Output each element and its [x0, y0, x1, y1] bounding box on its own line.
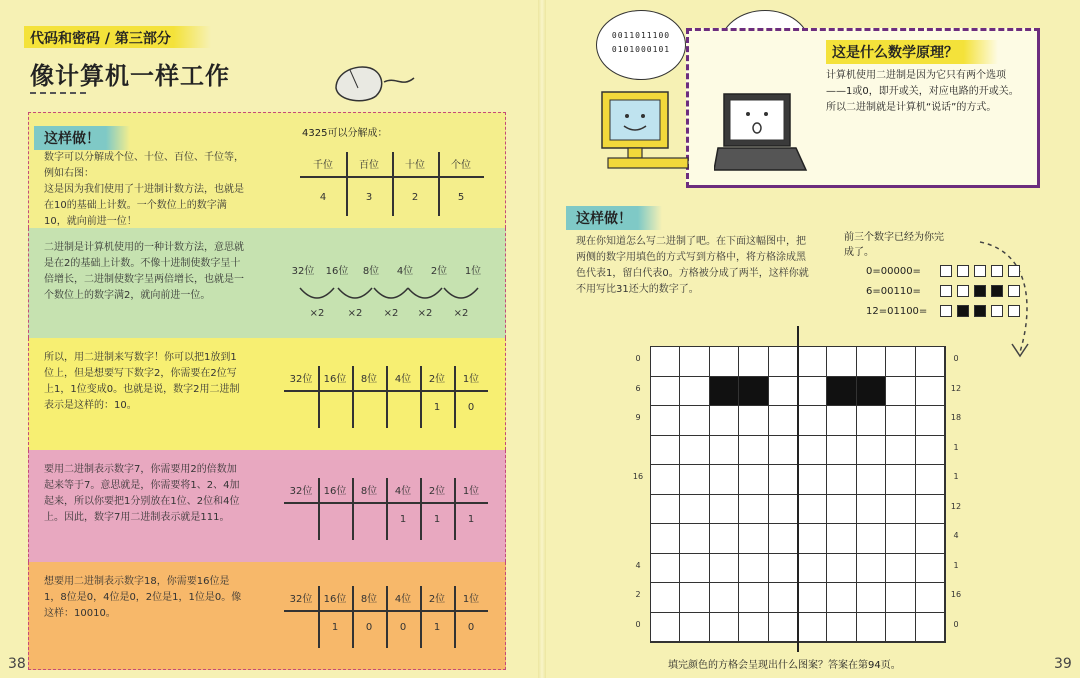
mouse-icon [330, 58, 420, 108]
header-tens: 十位 [405, 160, 425, 171]
place-digit: 1 [331, 622, 339, 633]
panel5-text: 想要用二进制表示数字18，你需要16位是1，8位是0，4位是0，2位是1，1位是0。像这样：10010。 [44, 576, 242, 619]
grid-cell[interactable] [680, 406, 709, 436]
grid-cell[interactable] [857, 554, 886, 584]
grid-cell[interactable] [798, 436, 827, 466]
right-row-number: 4 [953, 531, 959, 540]
title-underline [30, 92, 86, 94]
left-row-number: 2 [635, 590, 641, 599]
grid-cell[interactable] [680, 583, 709, 613]
place-header: 4位 [394, 594, 412, 605]
grid-cell[interactable] [739, 377, 768, 407]
panel3-text: 所以，用二进制来写数字！你可以把1放到1位上，但是想要写下数字2，你需要在2位写上1，1位变成0。也就是说，数字2用二进制表示是这样的：10。 [44, 352, 240, 411]
grid-cell[interactable] [916, 554, 945, 584]
place-header: 2位 [428, 594, 446, 605]
example-square [940, 285, 952, 297]
grid-cell[interactable] [769, 406, 798, 436]
grid-cell[interactable] [769, 465, 798, 495]
binary-growth-diagram [286, 258, 486, 328]
place-digit: 1 [433, 402, 441, 413]
header-ones: 个位 [451, 160, 471, 171]
left-row-number: 9 [635, 413, 641, 422]
place-header: 8位 [360, 594, 378, 605]
grid-cell[interactable] [710, 495, 739, 525]
left-row-number: 16 [632, 472, 644, 481]
grid-cell[interactable] [827, 465, 856, 495]
grid-cell[interactable] [916, 465, 945, 495]
binary-table-18 [284, 586, 488, 648]
right-row-number: 1 [953, 442, 959, 452]
grid-cell[interactable] [798, 347, 827, 377]
grid-cell[interactable] [886, 465, 915, 495]
grid-cell[interactable] [710, 613, 739, 643]
panel4-text: 要用二进制表示数字7，你需要用2的倍数加起来等于7。意思就是，你需要将1、2、4加起来，所以你要把1分别放在1位、2位和4位上。因此，数字7用二进制表示就是111。 [44, 464, 240, 523]
grid-cell[interactable] [886, 583, 915, 613]
section-tag: 代码和密码 / 第三部分 [24, 26, 211, 48]
place-header: 2位 [428, 374, 446, 385]
decimal-place-table [300, 152, 484, 216]
speech-bubble-left [596, 10, 686, 80]
grid-cell[interactable] [827, 583, 856, 613]
multiplier: ×2 [417, 308, 433, 319]
grid-cell[interactable] [886, 436, 915, 466]
example-square [1008, 305, 1020, 317]
grid-cell[interactable] [739, 347, 768, 377]
panel1-text: 数字可以分解成个位、十位、百位、千位等，例如右图： 这是因为我们使用了十进制计数方法，也就是在10的基础上计数。一个数位上的数字满10，就向前进一位！ [44, 152, 244, 227]
right-row-number: 16 [950, 590, 962, 599]
grid-cell[interactable] [769, 613, 798, 643]
grid-cell[interactable] [827, 524, 856, 554]
place-header: 1位 [462, 486, 480, 497]
grid-cell[interactable] [857, 347, 886, 377]
place-digit: 1 [399, 514, 407, 525]
grid-cell[interactable] [916, 347, 945, 377]
right-row-number: 0 [953, 619, 959, 629]
example-row [866, 282, 1025, 302]
grid-cell[interactable] [739, 495, 768, 525]
example-square [1008, 285, 1020, 297]
grid-cell[interactable] [798, 524, 827, 554]
multiplier: ×2 [347, 308, 363, 319]
answer-hint: 填完颜色的方格会呈现出什么图案？答案在第94页。 [668, 660, 901, 671]
left-row-number: 4 [635, 560, 641, 570]
page-number-left: 38 [8, 656, 26, 672]
grid-cell[interactable] [651, 524, 680, 554]
grid-cell[interactable] [798, 583, 827, 613]
laptop-computer-icon [714, 90, 810, 176]
grid-cell[interactable] [886, 406, 915, 436]
header-hundreds: 百位 [359, 160, 379, 171]
grid-cell[interactable] [916, 436, 945, 466]
multiplier: ×2 [309, 308, 325, 319]
grid-cell[interactable] [680, 524, 709, 554]
growth-arcs [286, 282, 490, 306]
place-header: 16位 [323, 486, 347, 497]
bubble-line: 0011011100 [611, 31, 671, 40]
place-8: 8位 [362, 266, 380, 277]
place-header: 8位 [360, 374, 378, 385]
grid-cell[interactable] [769, 377, 798, 407]
grid-cell[interactable] [827, 406, 856, 436]
grid-cell[interactable] [710, 436, 739, 466]
place-1: 1位 [464, 266, 482, 277]
example-square [957, 265, 969, 277]
grid-cell[interactable] [857, 524, 886, 554]
grid-cell[interactable] [769, 583, 798, 613]
grid-cell[interactable] [827, 347, 856, 377]
digit-thousands: 4 [319, 192, 327, 203]
place-header: 32位 [289, 594, 313, 605]
place-digit: 0 [399, 622, 407, 633]
grid-cell[interactable] [710, 347, 739, 377]
grid-cell[interactable] [739, 583, 768, 613]
grid-cell[interactable] [651, 406, 680, 436]
grid-cell[interactable] [886, 554, 915, 584]
grid-cell[interactable] [798, 377, 827, 407]
grid-cell[interactable] [827, 554, 856, 584]
grid-cell[interactable] [886, 524, 915, 554]
place-header: 32位 [289, 486, 313, 497]
grid-cell[interactable] [710, 583, 739, 613]
grid-cell[interactable] [680, 347, 709, 377]
example-square [991, 305, 1003, 317]
example-square [1008, 265, 1020, 277]
right-row-number: 1 [953, 560, 959, 570]
grid-cell[interactable] [857, 377, 886, 407]
grid-cell[interactable] [916, 495, 945, 525]
right-row-number: 0 [953, 354, 959, 363]
grid-cell[interactable] [916, 406, 945, 436]
grid-cell[interactable] [798, 613, 827, 643]
math-principle-text: 计算机使用二进制是因为它只有两个选项——1或0，即开或关，对应电路的开或关。所以二进制就是计算机“说话”的方式。 [826, 70, 1019, 113]
place-2: 2位 [430, 266, 448, 277]
grid-cell[interactable] [710, 377, 739, 407]
grid-cell[interactable] [798, 406, 827, 436]
example-square [974, 285, 986, 297]
example-square [940, 305, 952, 317]
grid-cell[interactable] [857, 406, 886, 436]
grid-cell[interactable] [651, 465, 680, 495]
grid-cell[interactable] [651, 613, 680, 643]
grid-cell[interactable] [769, 347, 798, 377]
example-label: 12=01100= [866, 306, 928, 317]
place-digit: 1 [433, 514, 441, 525]
grid-cell[interactable] [651, 554, 680, 584]
grid-cell[interactable] [857, 436, 886, 466]
right-row-number: 12 [950, 383, 962, 393]
grid-cell[interactable] [916, 583, 945, 613]
grid-cell[interactable] [710, 406, 739, 436]
place-digit: 0 [365, 622, 373, 633]
example-square [957, 285, 969, 297]
grid-cell[interactable] [680, 554, 709, 584]
grid-cell[interactable] [916, 377, 945, 407]
place-header: 16位 [323, 594, 347, 605]
page-number-right: 39 [1054, 656, 1072, 672]
grid-cell[interactable] [798, 465, 827, 495]
grid-cell[interactable] [651, 347, 680, 377]
grid-cell[interactable] [769, 554, 798, 584]
do-this-tag: 这样做！ [34, 126, 130, 150]
grid-cell[interactable] [651, 583, 680, 613]
place-header: 1位 [462, 374, 480, 385]
digit-hundreds: 3 [365, 192, 373, 203]
left-row-number: 6 [635, 383, 641, 393]
do-this-tag-right: 这样做！ [566, 206, 662, 230]
place-digit: 0 [467, 622, 475, 633]
grid-cell[interactable] [680, 465, 709, 495]
grid-cell[interactable] [857, 465, 886, 495]
grid-divider [797, 326, 799, 652]
place-digit: 0 [467, 402, 475, 413]
digit-tens: 2 [411, 192, 419, 203]
place-digit: 1 [433, 622, 441, 633]
grid-cell[interactable] [857, 583, 886, 613]
grid-cell[interactable] [827, 377, 856, 407]
grid-cell[interactable] [651, 436, 680, 466]
grid-cell[interactable] [827, 495, 856, 525]
grid-cell[interactable] [739, 554, 768, 584]
hint-text: 前三个数字已经为你完成了。 [844, 232, 944, 258]
instructions-text: 现在你知道怎么写二进制了吧。在下面这幅图中，把两侧的数字用填色的方式写到方格中，将方格涂成黑色代表1，留白代表0。方格被分成了两半，这样你就不用写比31还大的数字了。 [576, 236, 809, 295]
example-square [957, 305, 969, 317]
grid-cell[interactable] [739, 524, 768, 554]
grid-cell[interactable] [916, 524, 945, 554]
math-principle-heading: 这是什么数学原理？ [826, 40, 998, 64]
example-square [974, 305, 986, 317]
grid-cell[interactable] [651, 377, 680, 407]
example-label: 6=00110= [866, 286, 921, 297]
right-row-number: 18 [950, 413, 962, 422]
place-header: 32位 [289, 374, 313, 385]
grid-cell[interactable] [739, 465, 768, 495]
grid-cell[interactable] [769, 436, 798, 466]
grid-cell[interactable] [710, 554, 739, 584]
place-header: 8位 [360, 486, 378, 497]
example-square [974, 265, 986, 277]
grid-cell[interactable] [857, 495, 886, 525]
grid-cell[interactable] [916, 613, 945, 643]
example-label: 0=00000= [866, 266, 921, 277]
grid-cell[interactable] [680, 613, 709, 643]
grid-cell[interactable] [886, 377, 915, 407]
left-row-number: 0 [635, 354, 641, 363]
place-header: 2位 [428, 486, 446, 497]
grid-cell[interactable] [680, 377, 709, 407]
grid-cell[interactable] [886, 613, 915, 643]
grid-cell[interactable] [769, 495, 798, 525]
decimal-example-label: 4325可以分解成： [302, 128, 388, 139]
grid-cell[interactable] [710, 465, 739, 495]
grid-cell[interactable] [739, 436, 768, 466]
grid-cell[interactable] [798, 495, 827, 525]
grid-cell[interactable] [886, 495, 915, 525]
right-row-number: 12 [950, 501, 962, 511]
grid-cell[interactable] [827, 613, 856, 643]
place-32: 32位 [291, 266, 315, 277]
example-square [991, 285, 1003, 297]
page-title: 像计算机一样工作 [30, 62, 230, 90]
grid-cell[interactable] [739, 406, 768, 436]
bubble-line: 0101000101 [611, 45, 671, 54]
multiplier: ×2 [453, 308, 469, 319]
place-16: 16位 [325, 266, 349, 277]
left-row-number: 0 [635, 619, 641, 629]
header-thousands: 千位 [313, 160, 333, 171]
grid-cell[interactable] [769, 524, 798, 554]
place-header: 4位 [394, 486, 412, 497]
example-square [940, 265, 952, 277]
grid-cell[interactable] [651, 495, 680, 525]
grid-cell[interactable] [680, 495, 709, 525]
place-header: 1位 [462, 594, 480, 605]
multiplier: ×2 [383, 308, 399, 319]
panel2-text: 二进制是计算机使用的一种计数方法，意思就是在2的基础上计数。不像十进制使数字呈十倍增长，二进制使数字呈两倍增长，也就是一个数位上的数字满2，就向前进一位。 [44, 242, 244, 301]
place-digit: 1 [467, 514, 475, 525]
example-row [866, 302, 1025, 322]
grid-cell[interactable] [827, 436, 856, 466]
digit-ones: 5 [457, 192, 465, 203]
desktop-computer-icon [594, 86, 694, 178]
grid-cell[interactable] [739, 613, 768, 643]
example-square [991, 265, 1003, 277]
grid-cell[interactable] [798, 554, 827, 584]
place-4: 4位 [396, 266, 414, 277]
binary-table-7 [284, 478, 488, 540]
grid-cell[interactable] [710, 524, 739, 554]
right-row-number: 1 [953, 472, 959, 481]
page-gutter [538, 0, 546, 678]
binary-examples [866, 262, 1025, 322]
place-header: 16位 [323, 374, 347, 385]
grid-cell[interactable] [680, 436, 709, 466]
grid-cell[interactable] [857, 613, 886, 643]
place-header: 4位 [394, 374, 412, 385]
example-row [866, 262, 1025, 282]
grid-cell[interactable] [886, 347, 915, 377]
binary-table-2 [284, 366, 488, 428]
